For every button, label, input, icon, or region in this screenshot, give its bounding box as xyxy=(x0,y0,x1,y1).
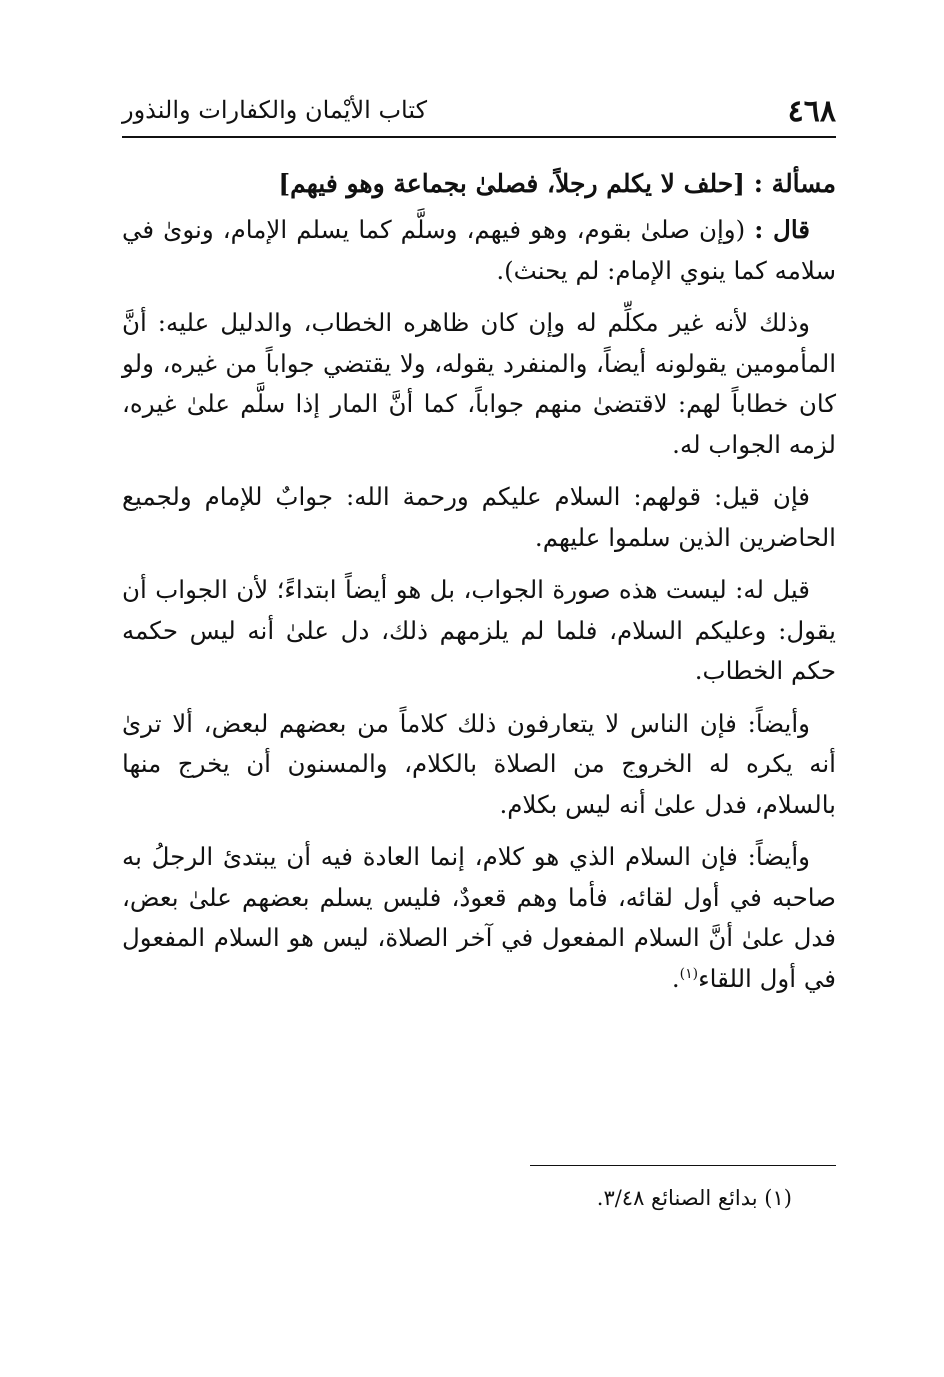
footnote: (١) بدائع الصنائع ٣/٤٨. xyxy=(596,1186,792,1210)
paragraph: وذلك لأنه غير مكلِّم له وإن كان ظاهره الخطاب، والدليل عليه: أنَّ المأمومين يقولونه أيضاً، والمنفرد يقوله، ولا يقتضي جواباً من غيره، ولو كان خطاباً لهم: لاقتضىٰ منهم جواباً، كما أنَّ المار إذا سلَّم علىٰ غيره، لزمه الجواب له. xyxy=(122,308,836,459)
speaker-label: قال : xyxy=(754,215,810,244)
paragraph-text: وأيضاً: فإن السلام الذي هو كلام، إنما العادة فيه أن يبتدئ الرجلُ به صاحبه في أول لقائه، فأما وهم قعودٌ، فليس يسلم بعضهم علىٰ بعض، فدل علىٰ أنَّ السلام المفعول في آخر الصلاة، ليس هو السلام المفعول في أول اللقاء xyxy=(122,842,836,993)
body-text xyxy=(122,162,836,1011)
paragraph-end: . xyxy=(671,963,680,993)
section-heading xyxy=(122,162,836,206)
paragraph: وأيضاً: فإن الناس لا يتعارفون ذلك كلاماً من بعضهم لبعض، ألا ترىٰ أنه يكره له الخروج من الصلاة بالكلام، والمسنون أن يخرج منها بالسلام، فدل علىٰ أنه ليس بكلام. xyxy=(122,708,836,819)
book-title: كتاب الأيْمان والكفارات والنذور xyxy=(122,96,428,124)
paragraph xyxy=(122,837,836,999)
footnote-reference[interactable]: (١) xyxy=(679,965,699,982)
footnote-separator xyxy=(530,1165,836,1166)
paragraph: قيل له: ليست هذه صورة الجواب، بل هو أيضاً ابتداءً؛ لأن الجواب أن يقول: وعليكم السلام، فلما لم يلزمهم ذلك، دل علىٰ أنه ليس حكمه حكم الخطاب. xyxy=(122,575,836,685)
section-title: [حلف لا يكلم رجلاً، فصلىٰ بجماعة وهو فيهم] xyxy=(278,169,746,198)
paragraph-text: (وإن صلىٰ بقوم، وهو فيهم، وسلَّم كما يسلم الإمام، ونوىٰ في سلامه كما ينوي الإمام: لم يحنث). xyxy=(122,215,836,285)
paragraph xyxy=(122,210,836,291)
paragraph: فإن قيل: قولهم: السلام عليكم ورحمة الله: جوابٌ للإمام ولجميع الحاضرين الذين سلموا عليهم. xyxy=(122,482,836,552)
page-number: ٤٦٨ xyxy=(787,94,836,129)
section-label: مسألة : xyxy=(753,169,836,198)
running-header xyxy=(122,92,836,138)
